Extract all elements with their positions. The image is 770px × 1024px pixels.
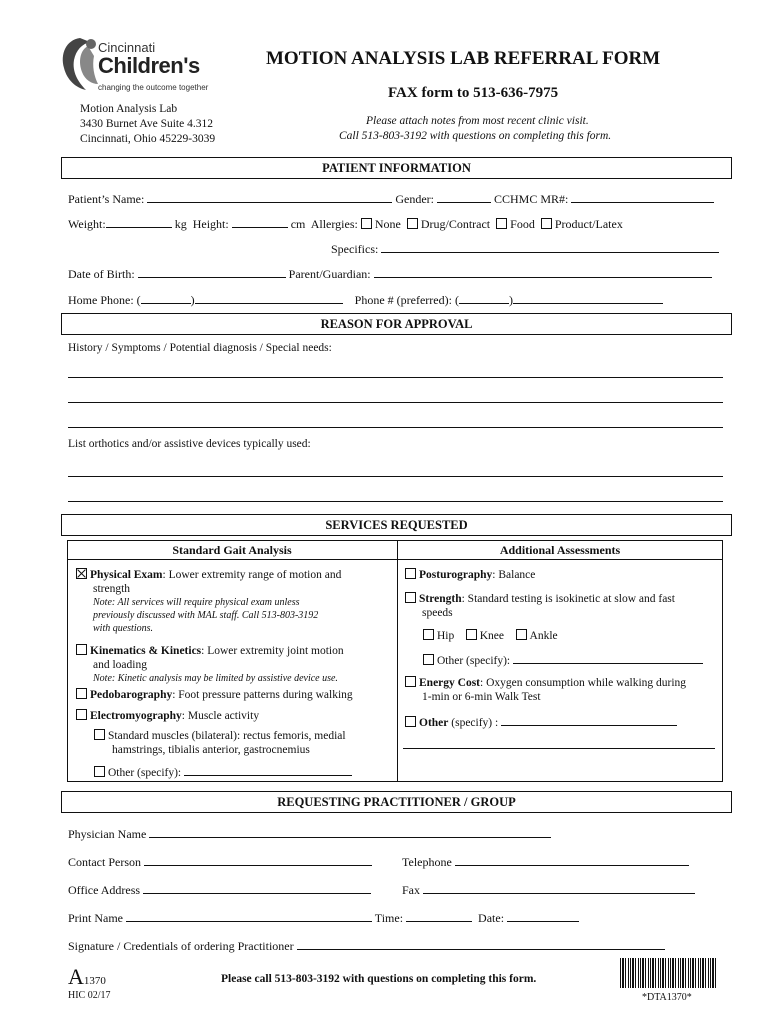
- posturography-checkbox[interactable]: [405, 568, 416, 579]
- form-num: 1370: [83, 975, 106, 987]
- date-label: Date:: [478, 911, 505, 925]
- knee-label: Knee: [479, 630, 505, 642]
- kinematics-item: [76, 644, 344, 685]
- contact-label: Contact Person: [68, 855, 141, 869]
- office-row: [68, 882, 371, 898]
- ankle-checkbox[interactable]: [516, 629, 527, 640]
- reason-header: REASON FOR APPROVAL: [61, 313, 732, 335]
- paren-close: ): [508, 293, 513, 307]
- energy-label: Energy Cost: [419, 677, 481, 689]
- print-field[interactable]: [126, 910, 372, 922]
- barcode-text: *DTA1370*: [642, 992, 692, 1003]
- knee-checkbox[interactable]: [466, 629, 477, 640]
- strength-item: [405, 592, 675, 620]
- address-line: Cincinnati, Ohio 45229-3039: [80, 133, 216, 145]
- hip-label: Hip: [437, 630, 455, 642]
- allergy-latex-label: Product/Latex: [554, 217, 623, 231]
- pedobarography-checkbox[interactable]: [76, 688, 87, 699]
- mr-label: CCHMC MR#:: [493, 192, 569, 206]
- paren-close: ): [190, 293, 195, 307]
- allergy-drug-checkbox[interactable]: [407, 218, 418, 229]
- address-line: 3430 Burnet Ave Suite 4.312: [80, 118, 213, 130]
- emg-standard-desc2: hamstrings, tibialis anterior, gastrocnemius: [112, 744, 310, 756]
- physician-row: [68, 826, 551, 842]
- attach-note: Please attach notes from most recent clinic visit.: [366, 115, 589, 127]
- emg-other-item: [94, 764, 352, 779]
- strength-other-field[interactable]: [513, 652, 703, 664]
- allergies-label: Allergies:: [310, 217, 358, 231]
- other-label: Other: [419, 717, 449, 729]
- physical-exam-desc2: strength: [93, 583, 131, 595]
- home-phone-field[interactable]: [195, 292, 343, 304]
- logo-mark-icon: [58, 34, 102, 94]
- signature-field[interactable]: [297, 938, 665, 950]
- allergy-food-label: Food: [510, 217, 535, 231]
- other-field-line2[interactable]: [403, 748, 715, 749]
- services-header: SERVICES REQUESTED: [61, 514, 732, 536]
- print-row: [68, 910, 579, 926]
- weight-label: Weight:: [68, 217, 106, 231]
- logo-tagline: changing the outcome together: [98, 83, 209, 92]
- home-phone-area-field[interactable]: [141, 292, 191, 304]
- time-label: Time:: [374, 911, 404, 925]
- other-field[interactable]: [501, 714, 677, 726]
- other-desc: (specify) :: [448, 717, 499, 729]
- barcode: [620, 958, 718, 988]
- patient-info-header: PATIENT INFORMATION: [61, 157, 732, 179]
- history-line[interactable]: [68, 427, 723, 428]
- form-letter: A: [68, 964, 84, 989]
- energy-item: [405, 676, 686, 704]
- emg-standard-checkbox[interactable]: [94, 729, 105, 740]
- emg-standard-item: [94, 729, 346, 757]
- pref-phone-area-field[interactable]: [459, 292, 509, 304]
- standard-gait-header: Standard Gait Analysis: [172, 543, 292, 557]
- telephone-label: Telephone: [402, 855, 452, 869]
- office-field[interactable]: [143, 882, 371, 894]
- strength-label: Strength: [419, 593, 462, 605]
- allergy-drug-label: Drug/Contract: [420, 217, 491, 231]
- cm-label: cm: [290, 217, 306, 231]
- allergy-food-checkbox[interactable]: [496, 218, 507, 229]
- pedobarography-label: Pedobarography: [90, 689, 173, 701]
- physician-field[interactable]: [149, 826, 551, 838]
- patient-row-5: [68, 292, 663, 308]
- physician-label: Physician Name: [68, 827, 147, 841]
- guardian-field[interactable]: [374, 266, 712, 278]
- gender-field[interactable]: [437, 191, 491, 203]
- physical-exam-item: [76, 568, 341, 635]
- signature-row: [68, 938, 665, 954]
- fax-row: [402, 882, 695, 898]
- signature-label: Signature / Credentials of ordering Practitioner: [68, 939, 294, 953]
- guardian-label: Parent/Guardian:: [288, 267, 371, 281]
- orthotics-label: List orthotics and/or assistive devices typically used:: [68, 438, 311, 450]
- patient-name-label: Patient’s Name:: [68, 192, 145, 206]
- kinematics-desc2: and loading: [93, 659, 147, 671]
- mr-field[interactable]: [571, 191, 714, 203]
- orthotics-line[interactable]: [68, 501, 723, 502]
- posturography-item: [405, 568, 535, 581]
- patient-row-4: [68, 266, 712, 282]
- history-line[interactable]: [68, 377, 723, 378]
- physical-exam-note: Note: All services will require physical exam unless: [93, 597, 300, 608]
- emg-standard-desc: Standard muscles (bilateral): rectus femoris, medial: [108, 730, 346, 742]
- kinematics-note: Note: Kinetic analysis may be limited by assistive device use.: [93, 673, 338, 684]
- other-item: [405, 714, 677, 729]
- history-line[interactable]: [68, 402, 723, 403]
- hip-checkbox[interactable]: [423, 629, 434, 640]
- call-note: Call 513-803-3192 with questions on completing this form.: [339, 130, 612, 142]
- office-label: Office Address: [68, 883, 141, 897]
- strength-joints: [423, 629, 558, 642]
- logo-text-main: Children's: [98, 53, 200, 78]
- patient-row-3: [331, 241, 719, 257]
- physical-exam-label: Physical Exam: [90, 569, 163, 581]
- page-title: MOTION ANALYSIS LAB REFERRAL FORM: [266, 48, 661, 69]
- other-checkbox[interactable]: [405, 716, 416, 727]
- allergy-latex-checkbox[interactable]: [541, 218, 552, 229]
- pref-phone-label: Phone # (preferred): (: [354, 293, 459, 307]
- pedobarography-desc: : Foot pressure patterns during walking: [172, 689, 353, 701]
- contact-field[interactable]: [144, 854, 372, 866]
- strength-other-checkbox[interactable]: [423, 654, 434, 665]
- logo: [58, 34, 228, 94]
- physical-exam-note: previously discussed with MAL staff. Call 513-803-3192: [93, 610, 319, 621]
- emg-desc: : Muscle activity: [181, 710, 260, 722]
- kg-label: kg: [174, 217, 187, 231]
- physical-exam-note: with questions.: [93, 623, 154, 634]
- emg-other-checkbox[interactable]: [94, 766, 105, 777]
- time-field[interactable]: [406, 910, 472, 922]
- gender-label: Gender:: [395, 192, 434, 206]
- services-hdr-line: [67, 559, 723, 560]
- date-field[interactable]: [507, 910, 579, 922]
- fax-number: FAX form to 513-636-7975: [388, 85, 559, 101]
- kinematics-desc: : Lower extremity joint motion: [201, 645, 344, 657]
- specifics-field[interactable]: [381, 241, 719, 253]
- lab-address: [80, 102, 215, 147]
- footer-note: Please call 513-803-3192 with questions on completing this form.: [221, 973, 537, 985]
- kinematics-checkbox[interactable]: [76, 644, 87, 655]
- form-number: [68, 964, 106, 990]
- posturography-desc: : Balance: [492, 569, 536, 581]
- weight-field[interactable]: [106, 216, 172, 228]
- strength-checkbox[interactable]: [405, 592, 416, 603]
- emg-checkbox[interactable]: [76, 709, 87, 720]
- strength-desc2: speeds: [422, 607, 453, 619]
- print-label: Print Name: [68, 911, 123, 925]
- orthotics-line[interactable]: [68, 476, 723, 477]
- strength-other-label: Other (specify):: [437, 655, 511, 667]
- height-field[interactable]: [232, 216, 288, 228]
- fax-label: Fax: [402, 883, 420, 897]
- strength-other-item: [423, 652, 703, 667]
- contact-row: [68, 854, 372, 870]
- home-phone-label: Home Phone: (: [68, 293, 141, 307]
- emg-other-label: Other (specify):: [108, 767, 182, 779]
- energy-desc: : Oxygen consumption while walking during: [480, 677, 687, 689]
- pref-phone-field[interactable]: [513, 292, 663, 304]
- allergy-none-label: None: [374, 217, 401, 231]
- energy-desc2: 1-min or 6-min Walk Test: [422, 691, 541, 703]
- dob-label: Date of Birth:: [68, 267, 135, 281]
- dob-field[interactable]: [138, 266, 286, 278]
- posturography-label: Posturography: [419, 569, 493, 581]
- fax-field[interactable]: [423, 882, 695, 894]
- logo-text-top: Cincinnati: [98, 40, 156, 55]
- patient-name-field[interactable]: [147, 191, 392, 203]
- energy-checkbox[interactable]: [405, 676, 416, 687]
- history-label: History / Symptoms / Potential diagnosis / Special needs:: [68, 342, 332, 354]
- pedobarography-item: [76, 688, 353, 701]
- services-col-divider: [397, 540, 398, 782]
- telephone-row: [402, 854, 689, 870]
- ankle-label: Ankle: [529, 630, 558, 642]
- patient-row-2: [68, 216, 623, 232]
- strength-desc: : Standard testing is isokinetic at slow and fast: [461, 593, 675, 605]
- height-label: Height:: [192, 217, 229, 231]
- emg-label: Electromyography: [90, 710, 182, 722]
- address-line: Motion Analysis Lab: [80, 103, 178, 115]
- emg-other-field[interactable]: [184, 764, 352, 776]
- physical-exam-desc: : Lower extremity range of motion and: [162, 569, 342, 581]
- telephone-field[interactable]: [455, 854, 689, 866]
- physical-exam-checkbox[interactable]: [76, 568, 87, 579]
- allergy-none-checkbox[interactable]: [361, 218, 372, 229]
- revision: HIC 02/17: [68, 990, 111, 1001]
- patient-row-1: [68, 191, 714, 207]
- practitioner-header: REQUESTING PRACTITIONER / GROUP: [61, 791, 732, 813]
- additional-assessments-header: Additional Assessments: [499, 543, 621, 557]
- kinematics-label: Kinematics & Kinetics: [90, 645, 202, 657]
- specifics-label: Specifics:: [331, 242, 379, 256]
- emg-item: [76, 709, 259, 722]
